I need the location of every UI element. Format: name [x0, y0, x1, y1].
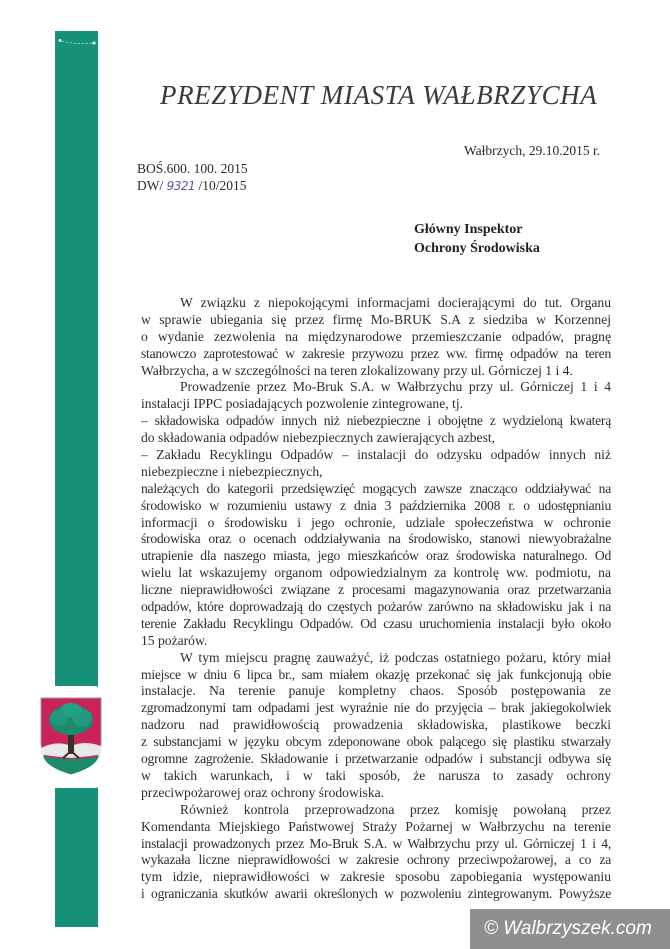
body-line: przeciwpożarowej oraz ochrony środowiska. [141, 784, 385, 800]
body-line: środowisko w rozumieniu ustawy z dnia 3 października 2008 r. o udostępnianiu [141, 497, 611, 513]
coat-of-arms-icon [39, 696, 103, 776]
body-line: należących do kategorii przedsięwzięć mogących zawsze znacząco oddziaływać na [141, 480, 611, 496]
addressee-line-1: Główny Inspektor [414, 222, 523, 237]
body-line: W tym miejscu pragnę zauważyć, iż podczas ostatniego pożaru, który miał [180, 649, 611, 665]
letterhead-title: PREZYDENT MIASTA WAŁBRZYCHA [160, 80, 598, 110]
reference-line-1: BOŚ.600. 100. 2015 [137, 161, 248, 176]
body-line: Również kontrola przeprowadzona przez komisję powołaną przez [180, 801, 611, 817]
handwritten-number: 9321 [166, 179, 196, 193]
body-line: instalacji IPPC posiadających pozwolenie zintegrowane, tj. [141, 396, 464, 412]
body-line: ogromne zagrożenie. Składowanie i przetwarzanie odpadów i substancji odbywa się [141, 751, 611, 767]
body-line: niebezpieczne i niebezpiecznych, [141, 463, 323, 479]
body-line: zgromadzonymi tam odpadami jest wyraźnie nie do przyjęcia – brak jakiegokolwiek [141, 700, 611, 716]
body-line: z substancjami w języku obcym zdeponowane obok palącego się plastiku stwarzały [141, 734, 611, 750]
body-line: w sprawie ubiegania się przez firmę Mo-BRUK S.A z siedziba w Korzennej [141, 311, 611, 327]
body-line: miejsce w dniu 6 lipca br., sam miałem okazję przekonać się jak funkcjonują obie [141, 666, 611, 682]
body-line: informacji o środowisku i jego ochronie, udziale społeczeństwa w ochronie [141, 514, 611, 530]
body-line: – Zakładu Recyklingu Odpadów – instalacji do odzysku odpadów innych niż [141, 447, 611, 463]
body-line: Prowadzenie przez Mo-Bruk S.A. w Wałbrzychu przy ul. Górniczej 1 i 4 [180, 379, 611, 395]
letterhead-green-bar [55, 31, 98, 927]
body-line: instalacji prowadzonych przez Mo-Bruk S.A. w Wałbrzychu przy ul. Górniczej 1 i 4, [141, 835, 611, 851]
reference-numbers [137, 160, 248, 195]
body-line: w takich warunkach, i w taki sposób, że narusza to zasady ochrony [141, 767, 611, 783]
body-line: środowiska oraz o ocenach oddziaływania na środowisko, stanowi niewyobrażalne [141, 531, 611, 547]
reference-line-2 [137, 177, 248, 195]
place-and-date: Wałbrzych, 29.10.2015 r. [464, 143, 601, 158]
body-line: do składowania odpadów niebezpiecznych zawierających azbest, [141, 430, 496, 446]
reference-suffix: /10/2015 [198, 178, 247, 193]
body-line: Komendanta Miejskiego Państwowej Straży Pożarnej w Wałbrzychu na terenie [141, 818, 611, 834]
body-line: odpadów, które doprowadzają do częstych pożarów zarówno na składowisku jak i na [141, 599, 611, 615]
addressee-line-2: Ochrony Środowiska [414, 241, 540, 256]
bar-scan-mark [58, 39, 96, 45]
body-line: nadzoru nad prawidłowością prowadzenia składowiska, plastikowe beczki [141, 717, 611, 733]
body-line: utrapienie dla naszego miasta, jego mieszkańców oraz środowiska naturalnego. Od [141, 548, 611, 564]
body-line: liczne nieprawidłowości związane z procesami magazynowania oraz przetwarzania [141, 582, 611, 598]
body-line: stanowczo zaprotestować w zakresie przywozu przez ww. firmę odpadów na teren [141, 345, 611, 361]
body-line: o wydanie zezwolenia na międzynarodowe przemieszczanie odpadów, pragnę [141, 328, 611, 344]
letter-body [141, 295, 611, 903]
watermark: © Walbrzyszek.com [470, 909, 670, 949]
body-line: i ograniczania skutków awarii określonych w pozwoleniu zintegrowanym. Powyższe [141, 886, 611, 902]
body-line: tym idzie, nieprawidłowości w zakresie sposobu zapobiegania występowaniu [141, 869, 611, 885]
body-line: 15 pożarów. [141, 632, 208, 648]
body-line: instalacje. Na terenie panuje kompletny chaos. Sposób postępowania ze [141, 683, 611, 699]
body-line: W związku z niepokojącymi informacjami docierającymi do tut. Organu [180, 295, 611, 310]
body-line: wykazała liczne nieprawidłowości w zakresie ochrony przeciwpożarowej, a co za [141, 852, 611, 868]
body-line: Wałbrzycha, a w szczególności na teren zlokalizowany przy ul. Górniczej 1 i 4. [141, 362, 573, 378]
body-line: wielu lat wskazujemy organom odpowiedzialnym za kontrolę ww. podmiotu, na [141, 565, 611, 581]
body-line: – składowiska odpadów innych niż niebezpieczne i obojętne z wydzieloną kwaterą [141, 413, 611, 429]
body-line: terenie Zakładu Recyklingu Odpadów. Od czasu uruchomienia instalacji było około [141, 615, 611, 631]
addressee [414, 220, 540, 258]
reference-prefix: DW/ [137, 178, 164, 193]
